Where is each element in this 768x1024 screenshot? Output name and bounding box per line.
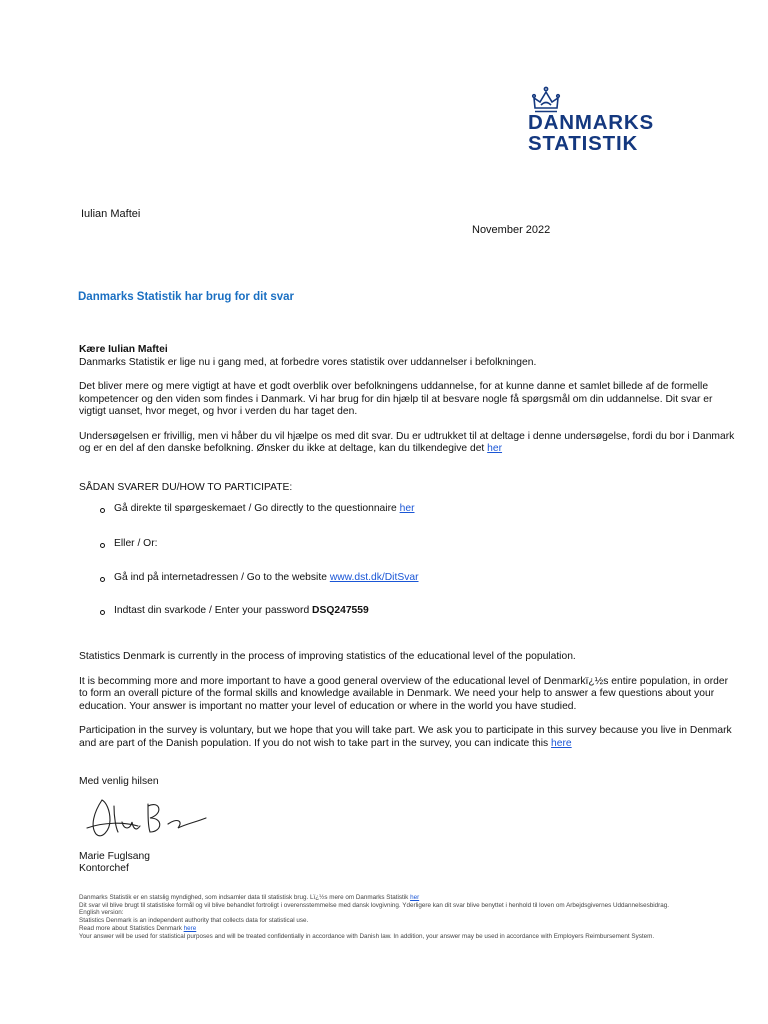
footer-line-1	[79, 894, 759, 902]
english-paragraph-2-text: Participation in the survey is voluntary, but we hope that you will take part. We ask you to participate in this survey because you live in Denmark and are part of the Danish population. If you do not wish to take part in the survey, you can indicate this	[79, 725, 732, 749]
signer-title: Kontorchef	[79, 863, 129, 874]
english-intro: Statistics Denmark is currently in the process of improving statistics of the educational level of the population.	[79, 651, 576, 662]
signer-name: Marie Fuglsang	[79, 851, 150, 862]
list-item-password	[100, 605, 369, 616]
letter-headline: Danmarks Statistik har brug for dit svar	[78, 291, 295, 303]
signature-image	[84, 792, 209, 842]
password-code: DSQ247559	[312, 605, 369, 616]
footer-link-danish[interactable]: her	[410, 894, 420, 901]
footer-line-5	[79, 925, 759, 933]
opt-out-link-english[interactable]: here	[551, 737, 572, 749]
english-section	[79, 651, 739, 750]
website-link[interactable]: www.dst.dk/DitSvar	[329, 572, 419, 583]
footer-line-1-text: Danmarks Statistik er en statslig myndighed, som indsamler data til statistisk brug. Lï¿½s mere om Danmarks Statistik	[79, 894, 411, 901]
list-item-or	[100, 538, 157, 549]
danish-section	[79, 344, 739, 456]
how-to-heading: SÅDAN SVARER DU/HOW TO PARTICIPATE:	[79, 482, 293, 493]
questionnaire-link[interactable]: her	[399, 503, 415, 514]
website-text: Gå ind på internetadressen / Go to the website	[114, 572, 327, 583]
footer-line-5-text: Read more about Statistics Denmark	[79, 924, 184, 932]
danish-paragraph-2-text: Undersøgelsen er frivillig, men vi håber du vil hjælpe os med dit svar. Du er udtrukket til at deltage i denne undersøgelse, fordi du bor i Danmark og er en del af den danske befolkning. Ønsker du ikke at deltage, kan du tilkendegive det	[79, 430, 735, 454]
footer-link-english[interactable]: here	[183, 924, 197, 932]
footer-line-2: Dit svar vil blive brugt til statistiske formål og vil blive behandlet fortroligt i overensstemmelse med dansk lovgivning. Yderligere kan dit svar blive benyttet i henhold til loven om Arbejdsgivernes Uddannelsesbidrag.	[79, 901, 669, 909]
english-paragraph-1: It is becomming more and more important to have a good general overview of the educational level of Denmarkï¿½s entire population, in order to form an overall picture of the formal skills and knowledge available in Denmark. We need your help to answer a few questions about your education. Your answer is important no matter your level of education or where in the world you have studied.	[79, 675, 729, 712]
recipient-name: Iulian Maftei	[81, 208, 141, 220]
password-text: Indtast din svarkode / Enter your password	[114, 605, 310, 616]
opt-out-link-danish[interactable]: her	[487, 443, 503, 454]
or-text: Eller / Or:	[114, 538, 158, 549]
danish-intro: Danmarks Statistik er lige nu i gang med, at forbedre vores statistik over uddannelser i befolkningen.	[79, 356, 537, 368]
bullet-icon	[100, 543, 105, 548]
logo-text-danmarks: DANMARKS	[528, 111, 654, 134]
letter-date: November 2022	[472, 224, 551, 236]
english-paragraph-2	[79, 725, 739, 750]
footer-line-3: English version:	[79, 909, 124, 917]
bullet-icon	[100, 610, 105, 615]
danish-paragraph-2	[79, 431, 739, 456]
crown-icon	[531, 86, 561, 114]
danish-paragraph-1: Det bliver mere og mere vigtigt at have et godt overblik over befolkningens uddannelse, for at kunne danne et samlet billede af de formelle kompetencer og den viden som findes i Danmark. Vi har brug for din hjælp til at besvare nogle få spørgsmål om din uddannelse. Dit svar er vigtigt uanset, hvor meget, og hvor i verden du har taget den.	[79, 381, 713, 417]
bullet-icon	[100, 577, 105, 582]
logo-text-statistik: STATISTIK	[528, 132, 639, 155]
list-item-questionnaire	[100, 503, 415, 514]
footer-line-4: Statistics Denmark is an independent authority that collects data for statistical use.	[79, 917, 309, 925]
questionnaire-text: Gå direkte til spørgeskemaet / Go directly to the questionnaire	[114, 503, 397, 514]
footer-line-6: Your answer will be used for statistical purposes and will be treated confidentially in accordance with Danish law. In addition, your answer may be used in accordance with Employers Reimbursement System.	[79, 932, 655, 940]
closing: Med venlig hilsen	[79, 776, 159, 787]
list-item-website	[100, 572, 419, 583]
footer	[79, 894, 759, 940]
bullet-icon	[100, 508, 105, 513]
greeting: Kære Iulian Maftei	[79, 344, 168, 355]
